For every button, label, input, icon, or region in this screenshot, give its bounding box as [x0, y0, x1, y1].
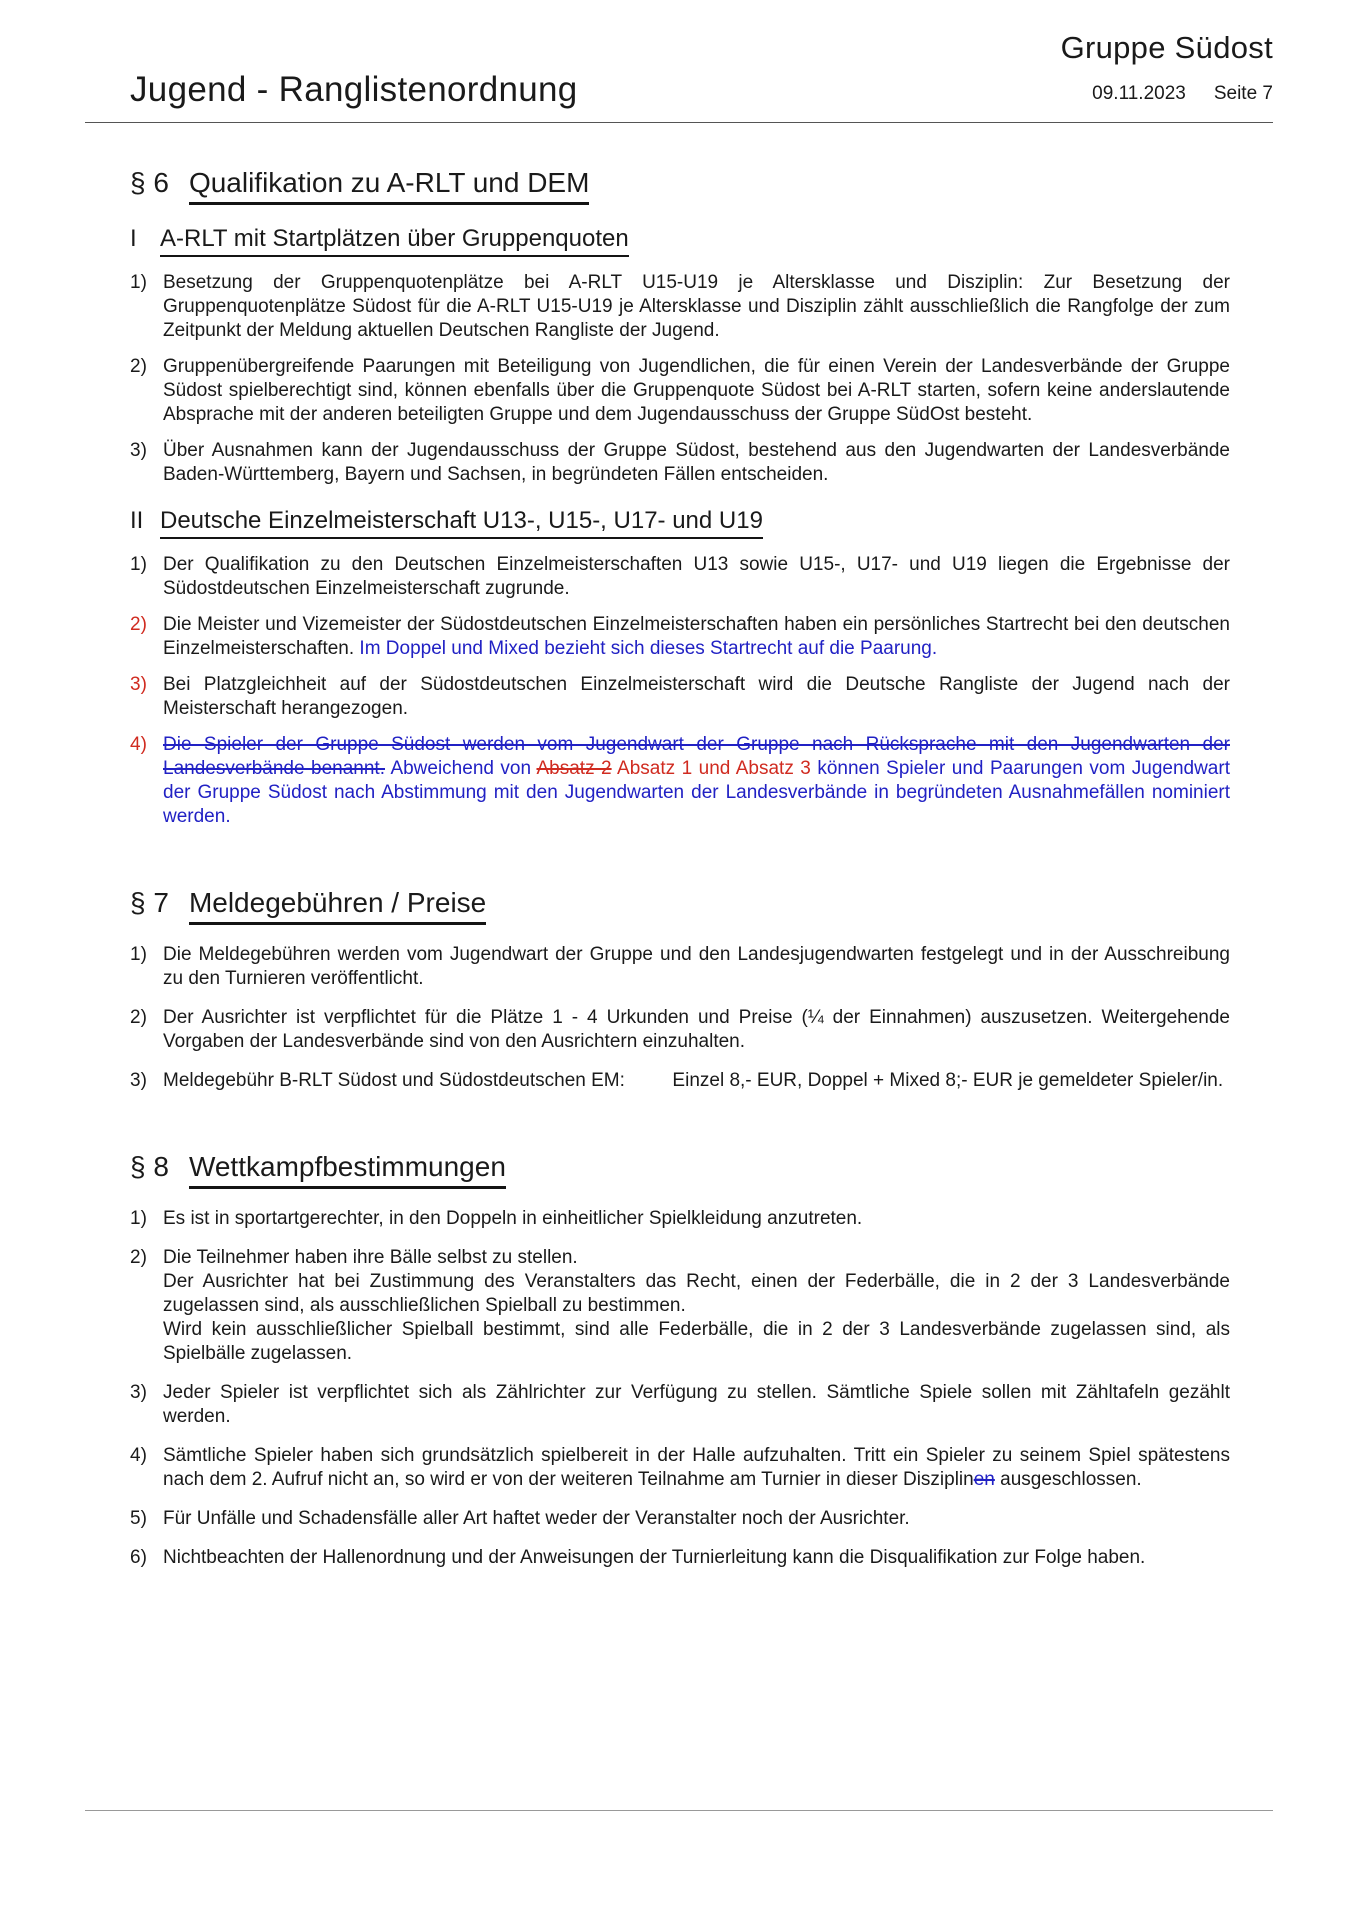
list-item-6-I-2	[130, 355, 1230, 427]
subsection-I-title: A-RLT mit Startplätzen über Gruppenquoten	[160, 225, 629, 257]
subsection-II-heading	[130, 507, 1230, 539]
subsection-I-numeral: I	[130, 225, 137, 252]
item-number: 6)	[130, 1547, 147, 1568]
section-8-title: Wettkampfbestimmungen	[189, 1151, 506, 1189]
section-7	[130, 887, 1230, 1093]
subsection-II-title: Deutsche Einzelmeisterschaft U13-, U15-, U17- und U19	[160, 507, 763, 539]
header-meta	[1092, 83, 1273, 105]
section-7-heading	[130, 887, 1230, 925]
list-item-8-4	[130, 1444, 1230, 1492]
item-text: Die Teilnehmer haben ihre Bälle selbst zu stellen. Der Ausrichter hat bei Zustimmung des Veranstalters das Recht, einen der Federbälle, die in 2 der 3 Landesverbände zugelassen sind, als ausschließlichen Spielball zu bestimmen. Wird kein ausschließlicher Spielball bestimmt, sind alle Federbälle, die in 2 der 3 Landesverbände zugelassen sind, als Spielbälle zugelassen.	[163, 1247, 1230, 1364]
item-text: Über Ausnahmen kann der Jugendausschuss der Gruppe Südost, bestehend aus den Jugendwarten der Landesverbände Baden-Württemberg, Bayern und Sachsen, in begründeten Fällen entscheiden.	[163, 440, 1230, 485]
list-item-6-II-3	[130, 673, 1230, 721]
item-number: 1)	[130, 1208, 147, 1229]
list-item-7-3	[130, 1069, 1230, 1093]
list-item-8-6	[130, 1546, 1230, 1570]
section-6-heading	[130, 167, 1230, 205]
section-6-number: § 6	[130, 167, 169, 198]
item-text: Die Spieler der Gruppe Südost werden vom Jugendwart der Gruppe nach Rücksprache mit den Jugendwarten der Landesverbände benannt. Abweichend von Absatz 2 Absatz 1 und Absatz 3 können Spieler und Paarungen vom Jugendwart der Gruppe Südost nach Abstimmung mit den Jugendwarten der Landesverbände in begründeten Ausnahmefällen nominiert werden.	[163, 734, 1230, 827]
section-7-number: § 7	[130, 887, 169, 918]
footer-divider	[85, 1810, 1273, 1811]
list-item-6-I-3	[130, 439, 1230, 487]
list-item-8-3	[130, 1381, 1230, 1429]
section-7-title: Meldegebühren / Preise	[189, 887, 486, 925]
subsection-II-numeral: II	[130, 507, 144, 534]
item-number: 1)	[130, 272, 147, 293]
item-number: 1)	[130, 944, 147, 965]
item-text: Die Meister und Vizemeister der Südostdeutschen Einzelmeisterschaften haben ein persönliches Startrecht bei den deutschen Einzelmeisterschaften. Im Doppel und Mixed bezieht sich dieses Startrecht auf die Paarung.	[163, 614, 1230, 659]
item-text: Besetzung der Gruppenquotenplätze bei A-RLT U15-U19 je Altersklasse und Disziplin: Zur Besetzung der Gruppenquotenplätze Südost für die A-RLT U15-U19 je Altersklasse und Disziplin zählt ausschließlich die Rangfolge der zum Zeitpunkt der Meldung aktuellen Deutschen Rangliste der Jugend.	[163, 272, 1230, 341]
item-text: Jeder Spieler ist verpflichtet sich als Zählrichter zur Verfügung zu stellen. Sämtliche Spiele sollen mit Zähltafeln gezählt werden.	[163, 1382, 1230, 1427]
item-number: 2)	[130, 356, 147, 377]
item-number: 3)	[130, 1382, 147, 1403]
item-number: 1)	[130, 554, 147, 575]
item-text: Nichtbeachten der Hallenordnung und der Anweisungen der Turnierleitung kann die Disqualifikation zur Folge haben.	[163, 1547, 1146, 1568]
item-text: Die Meldegebühren werden vom Jugendwart der Gruppe und den Landesjugendwarten festgelegt und in der Ausschreibung zu den Turnieren veröffentlicht.	[163, 944, 1230, 989]
section-8-heading	[130, 1151, 1230, 1189]
item-number: 5)	[130, 1508, 147, 1529]
list-item-6-II-4	[130, 733, 1230, 829]
list-item-6-II-2	[130, 613, 1230, 661]
item-text: Der Ausrichter ist verpflichtet für die Plätze 1 - 4 Urkunden und Preise (¼ der Einnahmen) auszusetzen. Weitergehende Vorgaben der Landesverbände sind von den Ausrichtern einzuhalten.	[163, 1007, 1230, 1052]
list-item-6-II-1	[130, 553, 1230, 601]
item-number: 2)	[130, 614, 147, 635]
section-6-title: Qualifikation zu A-RLT und DEM	[189, 167, 589, 205]
document-title: Jugend - Ranglistenordnung	[130, 70, 578, 109]
header-page-number: Seite 7	[1213, 83, 1273, 104]
item-text: Für Unfälle und Schadensfälle aller Art haftet weder der Veranstalter noch der Ausrichter.	[163, 1508, 910, 1529]
item-text: Bei Platzgleichheit auf der Südostdeutschen Einzelmeisterschaft wird die Deutsche Rangliste der Jugend nach der Meisterschaft herangezogen.	[163, 674, 1230, 719]
item-number: 2)	[130, 1007, 147, 1028]
list-item-7-1	[130, 943, 1230, 991]
section-8	[130, 1151, 1230, 1570]
item-number: 4)	[130, 734, 147, 755]
item-number: 4)	[130, 1445, 147, 1466]
list-item-8-2	[130, 1246, 1230, 1366]
item-number: 3)	[130, 1070, 147, 1091]
header-date: 09.11.2023	[1092, 83, 1186, 104]
item-text: Sämtliche Spieler haben sich grundsätzlich spielbereit in der Halle aufzuhalten. Tritt ein Spieler zu seinem Spiel spätestens nach dem 2. Aufruf nicht an, so wird er von der weiteren Teilnahme am Turnier in dieser Disziplinen ausgeschlossen.	[163, 1445, 1230, 1490]
list-item-7-2	[130, 1006, 1230, 1054]
item-text: Der Qualifikation zu den Deutschen Einzelmeisterschaften U13 sowie U15-, U17- und U19 liegen die Ergebnisse der Südostdeutschen Einzelmeisterschaft zugrunde.	[163, 554, 1230, 599]
item-number: 3)	[130, 440, 147, 461]
list-item-6-I-1	[130, 271, 1230, 343]
header-group-label: Gruppe Südost	[1060, 30, 1273, 65]
section-6	[130, 167, 1230, 829]
item-number: 2)	[130, 1247, 147, 1268]
section-8-number: § 8	[130, 1151, 169, 1182]
page-header	[0, 0, 1358, 123]
item-text: Gruppenübergreifende Paarungen mit Beteiligung von Jugendlichen, die für einen Verein der Landesverbände der Gruppe Südost spielberechtigt sind, können ebenfalls über die Gruppenquote Südost bei A-RLT starten, sofern keine anderslautende Absprache mit der anderen beteiligten Gruppe und dem Jugendausschuss der Gruppe SüdOst besteht.	[163, 356, 1230, 425]
document-content	[0, 167, 1358, 1570]
item-text: Es ist in sportartgerechter, in den Doppeln in einheitlicher Spielkleidung anzutreten.	[163, 1208, 863, 1229]
item-text: Meldegebühr B-RLT Südost und Südostdeutschen EM: Einzel 8,- EUR, Doppel + Mixed 8;- EUR je gemeldeter Spieler/in.	[163, 1070, 1224, 1091]
list-item-8-1	[130, 1207, 1230, 1231]
header-divider	[85, 122, 1273, 123]
subsection-I-heading	[130, 225, 1230, 257]
header-title-row	[85, 70, 1273, 110]
list-item-8-5	[130, 1507, 1230, 1531]
item-number: 3)	[130, 674, 147, 695]
